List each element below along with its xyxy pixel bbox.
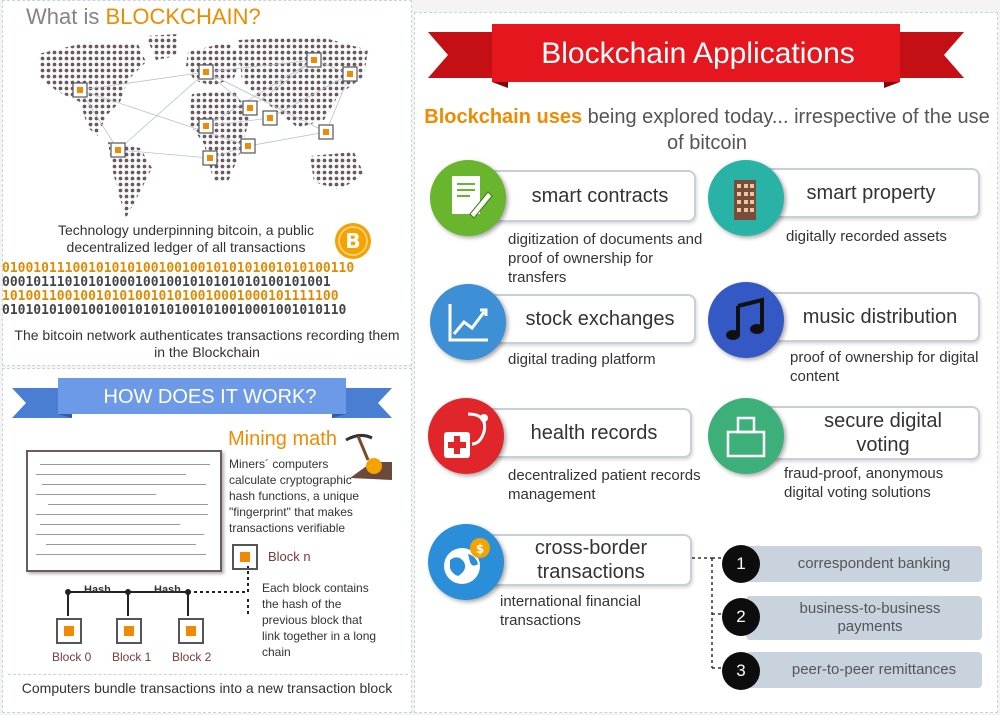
how-does-it-work-title: HOW DOES IT WORK? bbox=[103, 386, 317, 408]
block-0-chip bbox=[56, 618, 82, 644]
item-number-3: 3 bbox=[722, 652, 760, 690]
music-distribution-title: music distribution bbox=[754, 292, 980, 342]
block-0-label: Block 0 bbox=[52, 650, 92, 664]
technology-caption: Technology underpinning bitcoin, a public decentralized ledger of all transactions bbox=[57, 222, 315, 255]
stock-exchanges-desc: digital trading platform bbox=[508, 351, 656, 368]
smart-contracts-desc: digitization of documents and proof of ownership for transfers bbox=[508, 231, 703, 286]
item-number-2: 2 bbox=[722, 598, 760, 636]
bundle-caption: Computers bundle transactions into a new transaction block bbox=[21, 680, 393, 696]
health-records-desc: decentralized patient records management bbox=[508, 467, 701, 503]
what-is-title: What is BLOCKCHAIN? bbox=[26, 4, 261, 29]
secure-digital-voting-desc: fraud-proof, anonymous digital voting solutions bbox=[784, 465, 944, 501]
business-to-business-item: business-to-business payments bbox=[746, 596, 982, 640]
music-distribution-desc: proof of ownership for digital content bbox=[790, 349, 979, 385]
svg-text:$: $ bbox=[475, 542, 485, 556]
world-map-graphic bbox=[28, 32, 380, 222]
bundle-divider bbox=[8, 674, 408, 675]
item-number-1: 1 bbox=[722, 545, 760, 583]
peer-to-peer-item: peer-to-peer remittances bbox=[746, 652, 982, 688]
stethoscope-icon bbox=[428, 398, 504, 474]
bitcoin-icon bbox=[334, 222, 372, 260]
smart-contracts-title: smart contracts bbox=[476, 170, 696, 222]
block-2-label: Block 2 bbox=[172, 650, 212, 664]
cross-border-desc: international financial transactions bbox=[500, 593, 641, 629]
globe-coin-icon bbox=[428, 524, 504, 600]
network-caption: The bitcoin network authenticates transactions recording them in the Blockchain bbox=[14, 327, 400, 360]
chain-description: Each block contains the hash of the previous block that link together in a long chain bbox=[262, 581, 377, 659]
svg-text:B: B bbox=[345, 229, 361, 253]
block-2-chip bbox=[178, 618, 204, 644]
music-note-icon bbox=[708, 282, 784, 358]
binary-stream: 010010111001010101001001001010101001010100110 000101110101010001001001010101010100101001 1010011001001010100101010010001000101111100 01010101001001001010101001010010001001010110 bbox=[2, 262, 355, 318]
smart-property-desc: digitally recorded assets bbox=[786, 228, 947, 245]
block-1-label: Block 1 bbox=[112, 650, 152, 664]
ballot-box-icon bbox=[708, 398, 784, 474]
document-pen-icon bbox=[430, 160, 506, 236]
secure-digital-voting-title: secure digital voting bbox=[754, 406, 980, 460]
mining-description: Miners´ computers calculate cryptographic hash functions, a unique "fingerprint" that makes transactions verifiable bbox=[229, 457, 360, 535]
chart-trend-icon bbox=[430, 284, 506, 360]
building-icon bbox=[708, 160, 784, 236]
cross-border-title: cross-border transactions bbox=[476, 534, 692, 586]
uses-subtitle: Blockchain uses being explored today... irrespective of the use of bitcoin bbox=[424, 106, 990, 154]
stock-exchanges-title: stock exchanges bbox=[476, 294, 696, 344]
block-n-label: Block n bbox=[268, 549, 311, 564]
blockchain-applications-title: Blockchain Applications bbox=[541, 37, 855, 70]
block-chain-connectors bbox=[60, 566, 260, 626]
correspondent-banking-item: correspondent banking bbox=[746, 546, 982, 582]
hash-label-2: Hash bbox=[154, 584, 181, 596]
hash-label-1: Hash bbox=[84, 584, 111, 596]
smart-property-title: smart property bbox=[754, 168, 980, 218]
block-1-chip bbox=[116, 618, 142, 644]
health-records-title: health records bbox=[476, 408, 692, 458]
mining-math-title: Mining math bbox=[228, 428, 337, 450]
math-board-image bbox=[26, 450, 222, 572]
